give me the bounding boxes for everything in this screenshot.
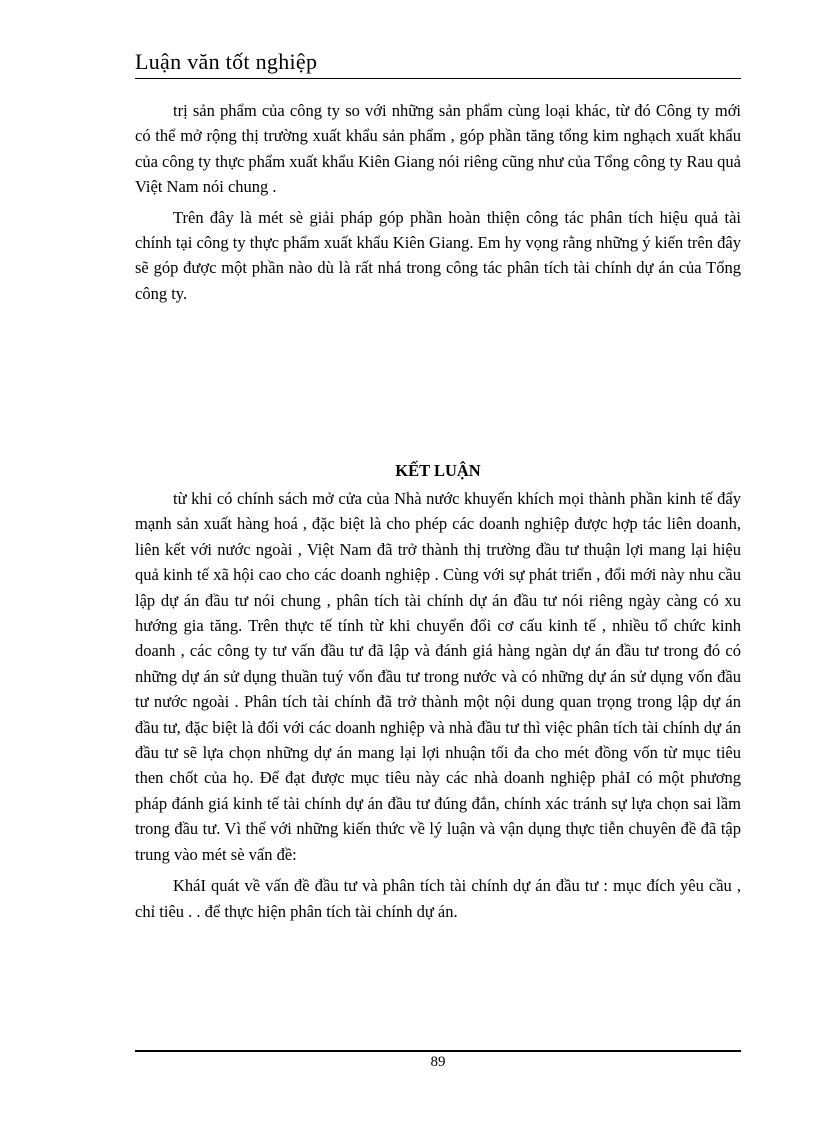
paragraph: trị sản phẩm của công ty so với những sản phẩm cùng loại khác, từ đó Công ty mới có thể mở rộng thị trường xuất khẩu sản phẩm , góp phần tăng tổng kim nghạch xuất khẩu của công ty thực phẩm xuất khẩu Kiên Giang nói riêng cũng như của Tổng công ty Rau quả Việt Nam nói chung .: [135, 101, 741, 197]
body-section-solutions: [135, 98, 741, 306]
paragraph: Trên đây là mét sè giải pháp góp phần hoàn thiện công tác phân tích hiệu quả tài chính tại công ty thực phẩm xuất khẩu Kiên Giang. Em hy vọng rằng những ý kiến trên đây sẽ góp được một phần nào dù là rất nhá trong công tác phân tích tài chính dự án của Tổng công ty.: [135, 207, 741, 303]
paragraph: KháI quát về vấn đề đầu tư và phân tích tài chính dự án đầu tư : mục đích yêu cầu , chỉ tiêu . . để thực hiện phân tích tài chính dự án.: [135, 876, 741, 921]
paragraph: từ khi có chính sách mở cửa của Nhà nước khuyến khích mọi thành phần kinh tế đẩy mạnh sản xuất hàng hoá , đặc biệt là cho phép các doanh nghiệp được hợp tác liên doanh, liên kết với nước ngoài , Việt Nam đã trở thành thị trường đầu tư thuận lợi mang lại hiệu quả kinh tế xã hội cao cho các doanh nghiệp . Cùng với sự phát triển , đổi mới này nhu cầu lập dự án đầu tư nói chung , phân tích tài chính dự án đầu tư nói riêng ngày càng có xu hướng gia tăng. Trên thực tế tính từ khi chuyển đổi cơ cấu kinh tế , nhiều tổ chức kinh doanh , các công ty tư vấn đầu tư đã lập và đánh giá hàng ngàn dự án đầu tư trong đó có những dự án sử dụng thuần tuý vốn đầu tư trong nước và có những dự án sử dụng vốn đầu tư nước ngoài . Phân tích tài chính đã trở thành một nội dung quan trọng trong lập dự án đầu tư, đặc biệt là đối với các doanh nghiệp và nhà đầu tư thì việc phân tích tài chính dự án đầu tư sẽ lựa chọn những dự án mang lại lợi nhuận tối đa cho mét đồng vốn từ mục tiêu then chốt của họ. Để đạt được mục tiêu này các nhà doanh nghiệp phảI có một phương pháp đánh giá kinh tế tài chính dự án đầu tư đúng đắn, chính xác tránh sự lựa chọn sai lầm trong đầu tư. Vì thế với những kiến thức về lý luận và vận dụng thực tiễn chuyên đề đã tập trung vào mét sè vấn đề:: [135, 489, 741, 864]
body-section-conclusion: [135, 486, 741, 924]
running-header: Luận văn tốt nghiệp: [135, 49, 318, 74]
section-heading-conclusion: KẾT LUẬN: [395, 461, 481, 480]
page-number: 89: [430, 1054, 446, 1070]
header-divider: [135, 78, 741, 79]
